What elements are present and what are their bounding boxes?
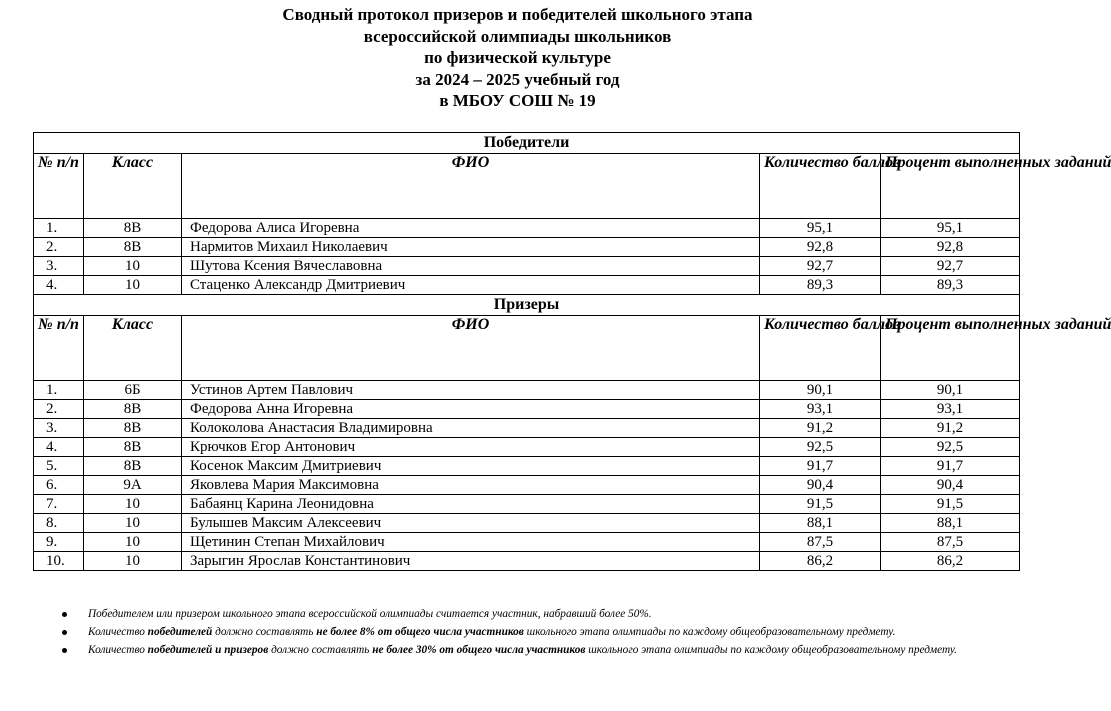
row-fio: Нармитов Михаил Николаевич (182, 238, 760, 257)
row-fio: Колоколова Анастасия Владимировна (182, 419, 760, 438)
note-item (60, 624, 990, 641)
row-num: 4. (34, 438, 84, 457)
results-table (33, 132, 1111, 571)
note-3-text-a: Количество (88, 644, 148, 656)
prizewinners-column-header-row (34, 316, 1020, 381)
row-class: 8В (84, 457, 182, 476)
table-row (34, 533, 1020, 552)
row-percent: 86,2 (881, 552, 1020, 571)
notes-list (60, 606, 990, 660)
column-header-class: Класс (84, 316, 182, 381)
note-2-text-b: должно составлять (212, 626, 317, 638)
table-row (34, 381, 1020, 400)
row-fio: Щетинин Степан Михайлович (182, 533, 760, 552)
table-row (34, 476, 1020, 495)
prizewinners-section-header (34, 295, 1020, 316)
row-num: 1. (34, 219, 84, 238)
winners-label: Победители (34, 133, 1020, 154)
note-2-text-c: школьного этапа олимпиады по каждому общеобразовательному предмету. (523, 626, 896, 638)
row-score: 87,5 (760, 533, 881, 552)
row-num: 3. (34, 257, 84, 276)
column-header-num: № п/п (34, 316, 84, 381)
table-row (34, 400, 1020, 419)
prizewinners-label: Призеры (34, 295, 1020, 316)
row-class: 8В (84, 219, 182, 238)
row-percent: 87,5 (881, 533, 1020, 552)
row-fio: Стаценко Александр Дмитриевич (182, 276, 760, 295)
row-num: 1. (34, 381, 84, 400)
row-class: 6Б (84, 381, 182, 400)
row-class: 10 (84, 514, 182, 533)
note-3-text-c: школьного этапа олимпиады по каждому общеобразовательному предмету. (585, 644, 958, 656)
table-row (34, 257, 1020, 276)
row-num: 6. (34, 476, 84, 495)
row-percent: 92,7 (881, 257, 1020, 276)
row-percent: 93,1 (881, 400, 1020, 419)
row-class: 9А (84, 476, 182, 495)
table-row (34, 419, 1020, 438)
row-percent: 95,1 (881, 219, 1020, 238)
row-class: 10 (84, 533, 182, 552)
row-percent: 91,5 (881, 495, 1020, 514)
note-item (60, 606, 990, 623)
row-class: 10 (84, 495, 182, 514)
row-num: 5. (34, 457, 84, 476)
row-score: 95,1 (760, 219, 881, 238)
row-score: 92,5 (760, 438, 881, 457)
title-line-2: всероссийской олимпиады школьников (363, 26, 672, 46)
row-class: 8В (84, 419, 182, 438)
winners-column-header-row (34, 154, 1020, 219)
row-num: 2. (34, 238, 84, 257)
row-score: 86,2 (760, 552, 881, 571)
row-num: 9. (34, 533, 84, 552)
row-num: 8. (34, 514, 84, 533)
row-percent: 92,5 (881, 438, 1020, 457)
row-fio: Булышев Максим Алексеевич (182, 514, 760, 533)
row-percent: 90,4 (881, 476, 1020, 495)
row-class: 10 (84, 552, 182, 571)
row-score: 91,2 (760, 419, 881, 438)
row-fio: Бабаянц Карина Леонидовна (182, 495, 760, 514)
row-fio: Устинов Артем Павлович (182, 381, 760, 400)
row-class: 10 (84, 257, 182, 276)
table-row (34, 438, 1020, 457)
title-line-1: Сводный протокол призеров и победителей школьного этапа (282, 5, 753, 24)
row-num: 4. (34, 276, 84, 295)
row-num: 10. (34, 552, 84, 571)
row-score: 89,3 (760, 276, 881, 295)
row-fio: Крючков Егор Антонович (182, 438, 760, 457)
row-percent: 91,2 (881, 419, 1020, 438)
row-class: 8В (84, 438, 182, 457)
note-2-bold-b: не более 8% от общего числа участников (316, 626, 524, 638)
note-3-bold-a: победителей и призеров (147, 644, 269, 656)
row-score: 92,7 (760, 257, 881, 276)
row-num: 7. (34, 495, 84, 514)
column-header-num: № п/п (34, 154, 84, 219)
row-class: 10 (84, 276, 182, 295)
row-percent: 90,1 (881, 381, 1020, 400)
note-item (60, 642, 990, 659)
column-header-percent: Процент выполненных заданий (881, 154, 1020, 219)
bullet-icon (62, 648, 67, 653)
row-fio: Зарыгин Ярослав Константинович (182, 552, 760, 571)
column-header-fio: ФИО (182, 316, 760, 381)
table-row (34, 457, 1020, 476)
column-header-fio: ФИО (182, 154, 760, 219)
table-row (34, 238, 1020, 257)
bullet-icon (62, 612, 67, 617)
table-row (34, 514, 1020, 533)
column-header-class: Класс (84, 154, 182, 219)
title-line-5: в МБОУ СОШ № 19 (439, 91, 596, 111)
table-row (34, 495, 1020, 514)
title-line-4: за 2024 – 2025 учебный год (415, 69, 620, 89)
table-row (34, 276, 1020, 295)
note-1-text: Победителем или призером школьного этапа всероссийской олимпиады считается участник, набравший более 50%. (88, 608, 652, 620)
row-percent: 92,8 (881, 238, 1020, 257)
winners-section-header (34, 133, 1020, 154)
row-percent: 88,1 (881, 514, 1020, 533)
title-line-3: по физической культуре (424, 48, 611, 68)
row-fio: Яковлева Мария Максимовна (182, 476, 760, 495)
note-3-bold-b: не более 30% от общего числа участников (372, 644, 586, 656)
document-title (0, 4, 1035, 112)
row-num: 2. (34, 400, 84, 419)
row-fio: Федорова Алиса Игоревна (182, 219, 760, 238)
column-header-score: Количество баллов (760, 154, 881, 219)
note-3-text-b: должно составлять (268, 644, 373, 656)
row-percent: 91,7 (881, 457, 1020, 476)
row-score: 90,1 (760, 381, 881, 400)
column-header-score: Количество баллов (760, 316, 881, 381)
row-class: 8В (84, 400, 182, 419)
results-table-body (34, 133, 1111, 571)
column-header-percent: Процент выполненных заданий (881, 316, 1020, 381)
table-row (34, 552, 1020, 571)
row-fio: Федорова Анна Игоревна (182, 400, 760, 419)
row-score: 90,4 (760, 476, 881, 495)
table-row (34, 219, 1020, 238)
row-score: 93,1 (760, 400, 881, 419)
row-fio: Косенок Максим Дмитриевич (182, 457, 760, 476)
bullet-icon (62, 630, 67, 635)
note-2-text-a: Количество (88, 626, 148, 638)
row-percent: 89,3 (881, 276, 1020, 295)
row-class: 8В (84, 238, 182, 257)
row-score: 88,1 (760, 514, 881, 533)
row-score: 91,5 (760, 495, 881, 514)
note-2-bold-a: победителей (147, 626, 213, 638)
row-fio: Шутова Ксения Вячеславовна (182, 257, 760, 276)
row-num: 3. (34, 419, 84, 438)
row-score: 92,8 (760, 238, 881, 257)
row-score: 91,7 (760, 457, 881, 476)
